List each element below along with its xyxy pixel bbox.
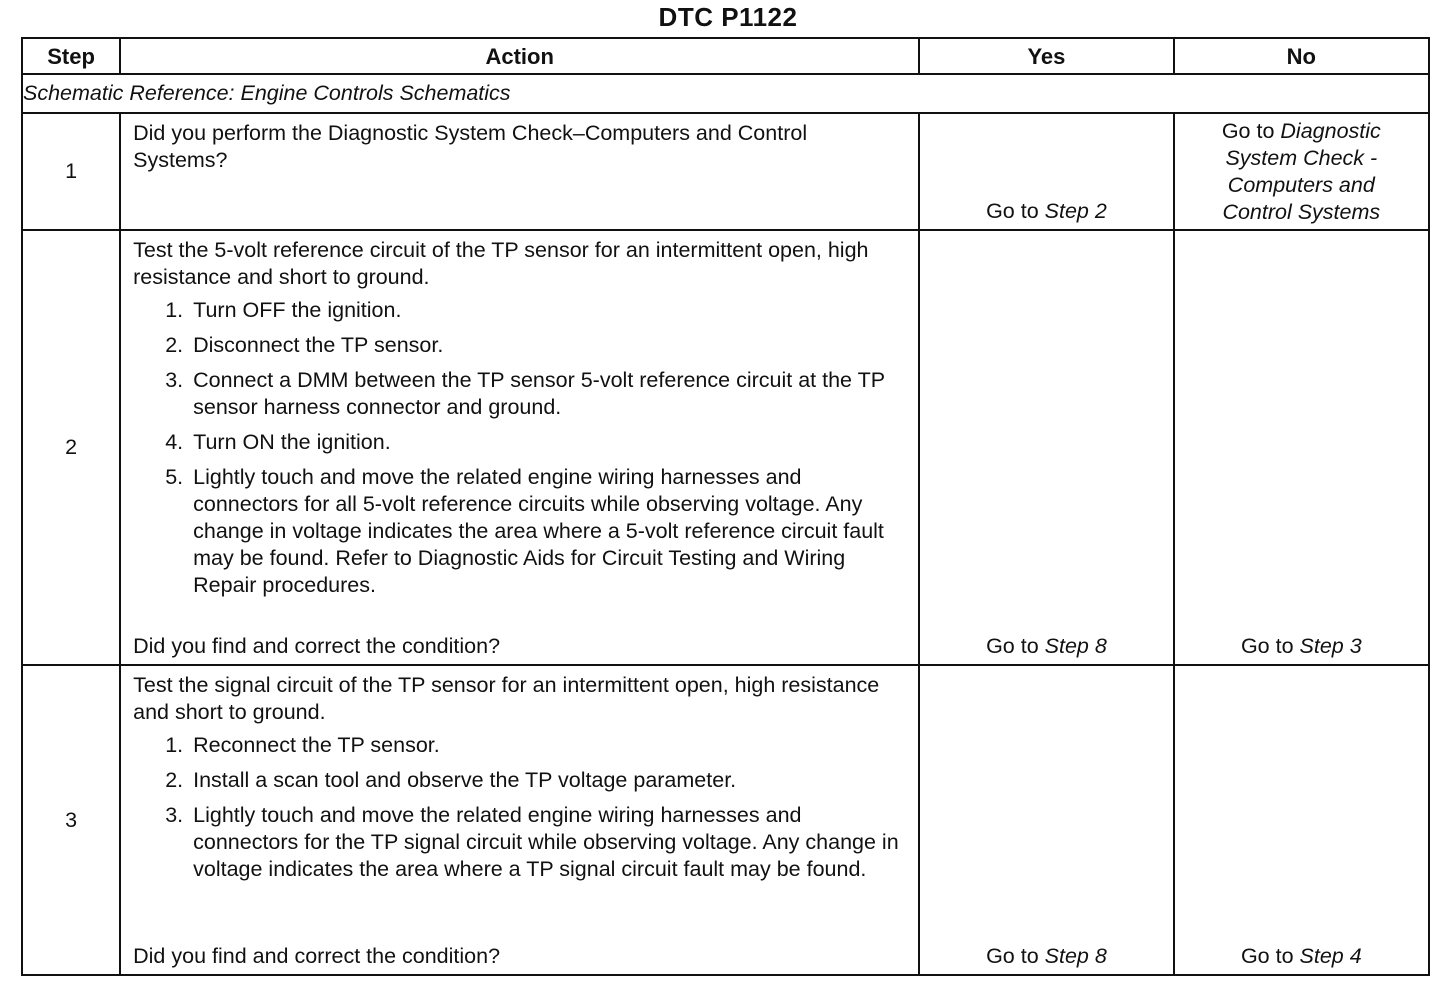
substep: 1. Reconnect the TP sensor. bbox=[189, 732, 906, 759]
yes-link[interactable]: Step 2 bbox=[1044, 199, 1107, 223]
yes-link[interactable]: Step 8 bbox=[1044, 944, 1107, 968]
schematic-reference-row bbox=[22, 74, 1429, 113]
page-title: DTC P1122 bbox=[658, 2, 798, 32]
no-link[interactable]: Step 4 bbox=[1299, 944, 1362, 968]
no-cell bbox=[1174, 230, 1429, 665]
yes-link[interactable]: Step 8 bbox=[1044, 634, 1107, 658]
substep: 5. Lightly touch and move the related engine wiring harnesses and connectors for all 5-volt reference circuits while observing voltage. Any change in voltage indicates the area where a 5-volt reference circuit fault may be found. Refer to Diagnostic Aids for Circuit Testing and Wiring Repair procedures. bbox=[189, 464, 906, 599]
yes-cell bbox=[919, 113, 1173, 230]
yes-prefix: Go to bbox=[986, 944, 1045, 968]
table-row bbox=[22, 113, 1429, 230]
substep-list bbox=[133, 297, 906, 599]
header-no: No bbox=[1174, 38, 1429, 74]
action-cell bbox=[120, 665, 919, 975]
yes-prefix: Go to bbox=[986, 634, 1045, 658]
action-intro: Test the 5-volt reference circuit of the TP sensor for an intermittent open, high resistance and short to ground. bbox=[133, 238, 869, 289]
table-header-row bbox=[22, 38, 1429, 74]
yes-prefix: Go to bbox=[986, 199, 1045, 223]
action-question: Did you find and correct the condition? bbox=[133, 634, 501, 658]
substep: 1. Turn OFF the ignition. bbox=[189, 297, 906, 324]
table-row bbox=[22, 665, 1429, 975]
schematic-reference: Schematic Reference: Engine Controls Schematics bbox=[22, 74, 1429, 113]
action-intro: Test the signal circuit of the TP sensor for an intermittent open, high resistance and short to ground. bbox=[133, 673, 880, 724]
substep: 3. Lightly touch and move the related engine wiring harnesses and connectors for the TP signal circuit while observing voltage. Any change in voltage indicates the area where a TP signal circuit fault may be found. bbox=[189, 802, 906, 883]
no-prefix: Go to bbox=[1240, 944, 1300, 968]
substep: 4. Turn ON the ignition. bbox=[189, 429, 906, 456]
yes-cell bbox=[919, 230, 1173, 665]
step-number: 2 bbox=[22, 230, 120, 665]
substep: 2. Install a scan tool and observe the TP voltage parameter. bbox=[189, 767, 906, 794]
step-number: 1 bbox=[22, 113, 120, 230]
header-step: Step bbox=[22, 38, 120, 74]
yes-cell bbox=[919, 665, 1173, 975]
action-cell bbox=[120, 113, 919, 230]
header-yes: Yes bbox=[919, 38, 1173, 74]
action-cell bbox=[120, 230, 919, 665]
action-question: Did you find and correct the condition? bbox=[133, 944, 501, 968]
table-row bbox=[22, 230, 1429, 665]
substep: 2. Disconnect the TP sensor. bbox=[189, 332, 906, 359]
no-cell bbox=[1174, 113, 1429, 230]
step-number: 3 bbox=[22, 665, 120, 975]
no-prefix: Go to bbox=[1221, 119, 1281, 143]
no-link[interactable]: Diagnostic System Check - Computers and Control Systems bbox=[1222, 119, 1381, 224]
diagnostic-table bbox=[21, 37, 1430, 976]
no-link[interactable]: Step 3 bbox=[1299, 634, 1362, 658]
action-intro: Did you perform the Diagnostic System Check–Computers and Control Systems? bbox=[133, 121, 808, 172]
substep: 3. Connect a DMM between the TP sensor 5-volt reference circuit at the TP sensor harness connector and ground. bbox=[189, 367, 906, 421]
no-prefix: Go to bbox=[1240, 634, 1300, 658]
substep-list bbox=[133, 732, 906, 883]
header-action: Action bbox=[120, 38, 919, 74]
no-cell bbox=[1174, 665, 1429, 975]
